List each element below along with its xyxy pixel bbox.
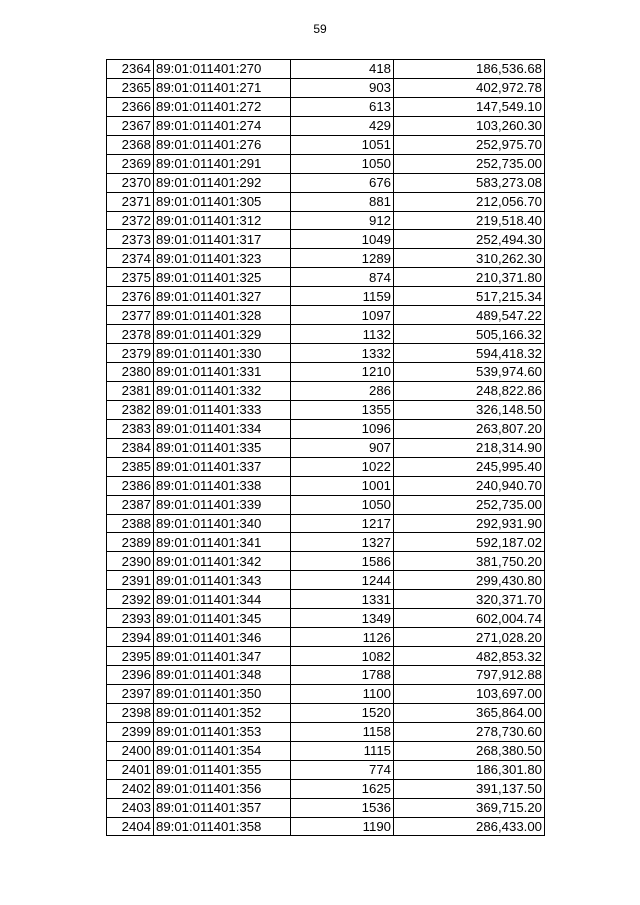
value-cell: 602,004.74 <box>394 609 545 628</box>
value-cell: 268,380.50 <box>394 741 545 760</box>
row-number-cell: 2378 <box>107 325 154 344</box>
value-cell: 292,931.90 <box>394 514 545 533</box>
row-number-cell: 2384 <box>107 438 154 457</box>
table-row <box>107 533 545 552</box>
area-cell: 1244 <box>291 571 394 590</box>
table-row <box>107 400 545 419</box>
table-row <box>107 438 545 457</box>
row-number-cell: 2403 <box>107 798 154 817</box>
area-cell: 774 <box>291 760 394 779</box>
cadastral-number-cell: 89:01:011401:341 <box>154 533 291 552</box>
table-row <box>107 363 545 382</box>
row-number-cell: 2365 <box>107 78 154 97</box>
area-cell: 1050 <box>291 154 394 173</box>
cadastral-number-cell: 89:01:011401:350 <box>154 684 291 703</box>
area-cell: 1158 <box>291 722 394 741</box>
value-cell: 263,807.20 <box>394 419 545 438</box>
cadastral-number-cell: 89:01:011401:344 <box>154 590 291 609</box>
table-row <box>107 306 545 325</box>
row-number-cell: 2393 <box>107 609 154 628</box>
row-number-cell: 2375 <box>107 268 154 287</box>
cadastral-number-cell: 89:01:011401:354 <box>154 741 291 760</box>
value-cell: 299,430.80 <box>394 571 545 590</box>
area-cell: 1159 <box>291 287 394 306</box>
area-cell: 874 <box>291 268 394 287</box>
value-cell: 212,056.70 <box>394 192 545 211</box>
cadastral-number-cell: 89:01:011401:340 <box>154 514 291 533</box>
value-cell: 252,975.70 <box>394 135 545 154</box>
cadastral-number-cell: 89:01:011401:333 <box>154 400 291 419</box>
value-cell: 489,547.22 <box>394 306 545 325</box>
area-cell: 286 <box>291 381 394 400</box>
cadastral-number-cell: 89:01:011401:329 <box>154 325 291 344</box>
table-row <box>107 192 545 211</box>
table-row <box>107 647 545 666</box>
area-cell: 1100 <box>291 684 394 703</box>
area-cell: 1586 <box>291 552 394 571</box>
table-body <box>107 60 545 836</box>
row-number-cell: 2402 <box>107 779 154 798</box>
area-cell: 912 <box>291 211 394 230</box>
row-number-cell: 2388 <box>107 514 154 533</box>
row-number-cell: 2366 <box>107 97 154 116</box>
area-cell: 903 <box>291 78 394 97</box>
table-row <box>107 703 545 722</box>
table-row <box>107 609 545 628</box>
table-row <box>107 60 545 79</box>
row-number-cell: 2369 <box>107 154 154 173</box>
cadastral-number-cell: 89:01:011401:352 <box>154 703 291 722</box>
cadastral-number-cell: 89:01:011401:332 <box>154 381 291 400</box>
cadastral-number-cell: 89:01:011401:271 <box>154 78 291 97</box>
value-cell: 310,262.30 <box>394 249 545 268</box>
value-cell: 369,715.20 <box>394 798 545 817</box>
area-cell: 1289 <box>291 249 394 268</box>
table-row <box>107 249 545 268</box>
cadastral-number-cell: 89:01:011401:358 <box>154 817 291 836</box>
cadastral-number-cell: 89:01:011401:327 <box>154 287 291 306</box>
row-number-cell: 2400 <box>107 741 154 760</box>
table-row <box>107 325 545 344</box>
value-cell: 402,972.78 <box>394 78 545 97</box>
area-cell: 1355 <box>291 400 394 419</box>
value-cell: 391,137.50 <box>394 779 545 798</box>
area-cell: 1096 <box>291 419 394 438</box>
area-cell: 1126 <box>291 628 394 647</box>
row-number-cell: 2383 <box>107 419 154 438</box>
table-row <box>107 173 545 192</box>
cadastral-number-cell: 89:01:011401:270 <box>154 60 291 79</box>
value-cell: 186,301.80 <box>394 760 545 779</box>
row-number-cell: 2381 <box>107 381 154 400</box>
value-cell: 583,273.08 <box>394 173 545 192</box>
table-row <box>107 798 545 817</box>
value-cell: 240,940.70 <box>394 476 545 495</box>
table-row <box>107 666 545 685</box>
value-cell: 320,371.70 <box>394 590 545 609</box>
registry-table <box>106 59 545 836</box>
cadastral-number-cell: 89:01:011401:343 <box>154 571 291 590</box>
value-cell: 252,494.30 <box>394 230 545 249</box>
area-cell: 881 <box>291 192 394 211</box>
table-row <box>107 552 545 571</box>
table-row <box>107 154 545 173</box>
area-cell: 1536 <box>291 798 394 817</box>
area-cell: 1051 <box>291 135 394 154</box>
table-row <box>107 495 545 514</box>
row-number-cell: 2392 <box>107 590 154 609</box>
table-row <box>107 97 545 116</box>
value-cell: 147,549.10 <box>394 97 545 116</box>
cadastral-number-cell: 89:01:011401:323 <box>154 249 291 268</box>
row-number-cell: 2385 <box>107 457 154 476</box>
table-row <box>107 817 545 836</box>
table-row <box>107 457 545 476</box>
value-cell: 365,864.00 <box>394 703 545 722</box>
area-cell: 613 <box>291 97 394 116</box>
cadastral-number-cell: 89:01:011401:312 <box>154 211 291 230</box>
area-cell: 1050 <box>291 495 394 514</box>
value-cell: 186,536.68 <box>394 60 545 79</box>
table-row <box>107 684 545 703</box>
table-row <box>107 287 545 306</box>
row-number-cell: 2390 <box>107 552 154 571</box>
row-number-cell: 2368 <box>107 135 154 154</box>
cadastral-number-cell: 89:01:011401:325 <box>154 268 291 287</box>
row-number-cell: 2376 <box>107 287 154 306</box>
cadastral-number-cell: 89:01:011401:305 <box>154 192 291 211</box>
area-cell: 1097 <box>291 306 394 325</box>
table-row <box>107 628 545 647</box>
value-cell: 271,028.20 <box>394 628 545 647</box>
value-cell: 505,166.32 <box>394 325 545 344</box>
row-number-cell: 2373 <box>107 230 154 249</box>
area-cell: 1210 <box>291 363 394 382</box>
table-row <box>107 571 545 590</box>
cadastral-number-cell: 89:01:011401:291 <box>154 154 291 173</box>
value-cell: 517,215.34 <box>394 287 545 306</box>
area-cell: 1520 <box>291 703 394 722</box>
row-number-cell: 2389 <box>107 533 154 552</box>
value-cell: 539,974.60 <box>394 363 545 382</box>
area-cell: 1082 <box>291 647 394 666</box>
row-number-cell: 2371 <box>107 192 154 211</box>
value-cell: 594,418.32 <box>394 344 545 363</box>
cadastral-number-cell: 89:01:011401:355 <box>154 760 291 779</box>
row-number-cell: 2370 <box>107 173 154 192</box>
table-row <box>107 135 545 154</box>
area-cell: 1001 <box>291 476 394 495</box>
cadastral-number-cell: 89:01:011401:347 <box>154 647 291 666</box>
value-cell: 248,822.86 <box>394 381 545 400</box>
value-cell: 103,697.00 <box>394 684 545 703</box>
area-cell: 1788 <box>291 666 394 685</box>
table-row <box>107 590 545 609</box>
cadastral-number-cell: 89:01:011401:353 <box>154 722 291 741</box>
row-number-cell: 2374 <box>107 249 154 268</box>
area-cell: 1190 <box>291 817 394 836</box>
cadastral-number-cell: 89:01:011401:272 <box>154 97 291 116</box>
area-cell: 1217 <box>291 514 394 533</box>
row-number-cell: 2404 <box>107 817 154 836</box>
row-number-cell: 2380 <box>107 363 154 382</box>
row-number-cell: 2367 <box>107 116 154 135</box>
table-row <box>107 779 545 798</box>
table-row <box>107 230 545 249</box>
area-cell: 1132 <box>291 325 394 344</box>
row-number-cell: 2372 <box>107 211 154 230</box>
cadastral-number-cell: 89:01:011401:334 <box>154 419 291 438</box>
cadastral-number-cell: 89:01:011401:357 <box>154 798 291 817</box>
table-row <box>107 78 545 97</box>
cadastral-number-cell: 89:01:011401:292 <box>154 173 291 192</box>
cadastral-number-cell: 89:01:011401:328 <box>154 306 291 325</box>
row-number-cell: 2377 <box>107 306 154 325</box>
cadastral-number-cell: 89:01:011401:337 <box>154 457 291 476</box>
value-cell: 252,735.00 <box>394 154 545 173</box>
cadastral-number-cell: 89:01:011401:339 <box>154 495 291 514</box>
value-cell: 326,148.50 <box>394 400 545 419</box>
table-row <box>107 476 545 495</box>
area-cell: 676 <box>291 173 394 192</box>
row-number-cell: 2396 <box>107 666 154 685</box>
area-cell: 1327 <box>291 533 394 552</box>
row-number-cell: 2401 <box>107 760 154 779</box>
cadastral-number-cell: 89:01:011401:345 <box>154 609 291 628</box>
value-cell: 797,912.88 <box>394 666 545 685</box>
value-cell: 286,433.00 <box>394 817 545 836</box>
table-row <box>107 381 545 400</box>
row-number-cell: 2382 <box>107 400 154 419</box>
table-row <box>107 211 545 230</box>
cadastral-number-cell: 89:01:011401:342 <box>154 552 291 571</box>
table-row <box>107 741 545 760</box>
row-number-cell: 2399 <box>107 722 154 741</box>
table-row <box>107 722 545 741</box>
area-cell: 907 <box>291 438 394 457</box>
value-cell: 252,735.00 <box>394 495 545 514</box>
table-row <box>107 268 545 287</box>
row-number-cell: 2398 <box>107 703 154 722</box>
cadastral-number-cell: 89:01:011401:274 <box>154 116 291 135</box>
table-row <box>107 760 545 779</box>
row-number-cell: 2394 <box>107 628 154 647</box>
table-row <box>107 344 545 363</box>
area-cell: 429 <box>291 116 394 135</box>
cadastral-number-cell: 89:01:011401:356 <box>154 779 291 798</box>
value-cell: 245,995.40 <box>394 457 545 476</box>
row-number-cell: 2397 <box>107 684 154 703</box>
area-cell: 1625 <box>291 779 394 798</box>
cadastral-number-cell: 89:01:011401:276 <box>154 135 291 154</box>
value-cell: 103,260.30 <box>394 116 545 135</box>
area-cell: 1331 <box>291 590 394 609</box>
table-row <box>107 116 545 135</box>
area-cell: 1115 <box>291 741 394 760</box>
row-number-cell: 2395 <box>107 647 154 666</box>
cadastral-number-cell: 89:01:011401:346 <box>154 628 291 647</box>
row-number-cell: 2386 <box>107 476 154 495</box>
cadastral-number-cell: 89:01:011401:331 <box>154 363 291 382</box>
value-cell: 592,187.02 <box>394 533 545 552</box>
value-cell: 381,750.20 <box>394 552 545 571</box>
cadastral-number-cell: 89:01:011401:338 <box>154 476 291 495</box>
row-number-cell: 2364 <box>107 60 154 79</box>
cadastral-number-cell: 89:01:011401:335 <box>154 438 291 457</box>
value-cell: 210,371.80 <box>394 268 545 287</box>
cadastral-number-cell: 89:01:011401:330 <box>154 344 291 363</box>
value-cell: 278,730.60 <box>394 722 545 741</box>
row-number-cell: 2391 <box>107 571 154 590</box>
table-row <box>107 514 545 533</box>
cadastral-number-cell: 89:01:011401:348 <box>154 666 291 685</box>
value-cell: 218,314.90 <box>394 438 545 457</box>
value-cell: 219,518.40 <box>394 211 545 230</box>
area-cell: 1349 <box>291 609 394 628</box>
area-cell: 418 <box>291 60 394 79</box>
area-cell: 1332 <box>291 344 394 363</box>
value-cell: 482,853.32 <box>394 647 545 666</box>
table-row <box>107 419 545 438</box>
area-cell: 1049 <box>291 230 394 249</box>
row-number-cell: 2387 <box>107 495 154 514</box>
cadastral-number-cell: 89:01:011401:317 <box>154 230 291 249</box>
area-cell: 1022 <box>291 457 394 476</box>
row-number-cell: 2379 <box>107 344 154 363</box>
page-number: 59 <box>313 22 327 36</box>
